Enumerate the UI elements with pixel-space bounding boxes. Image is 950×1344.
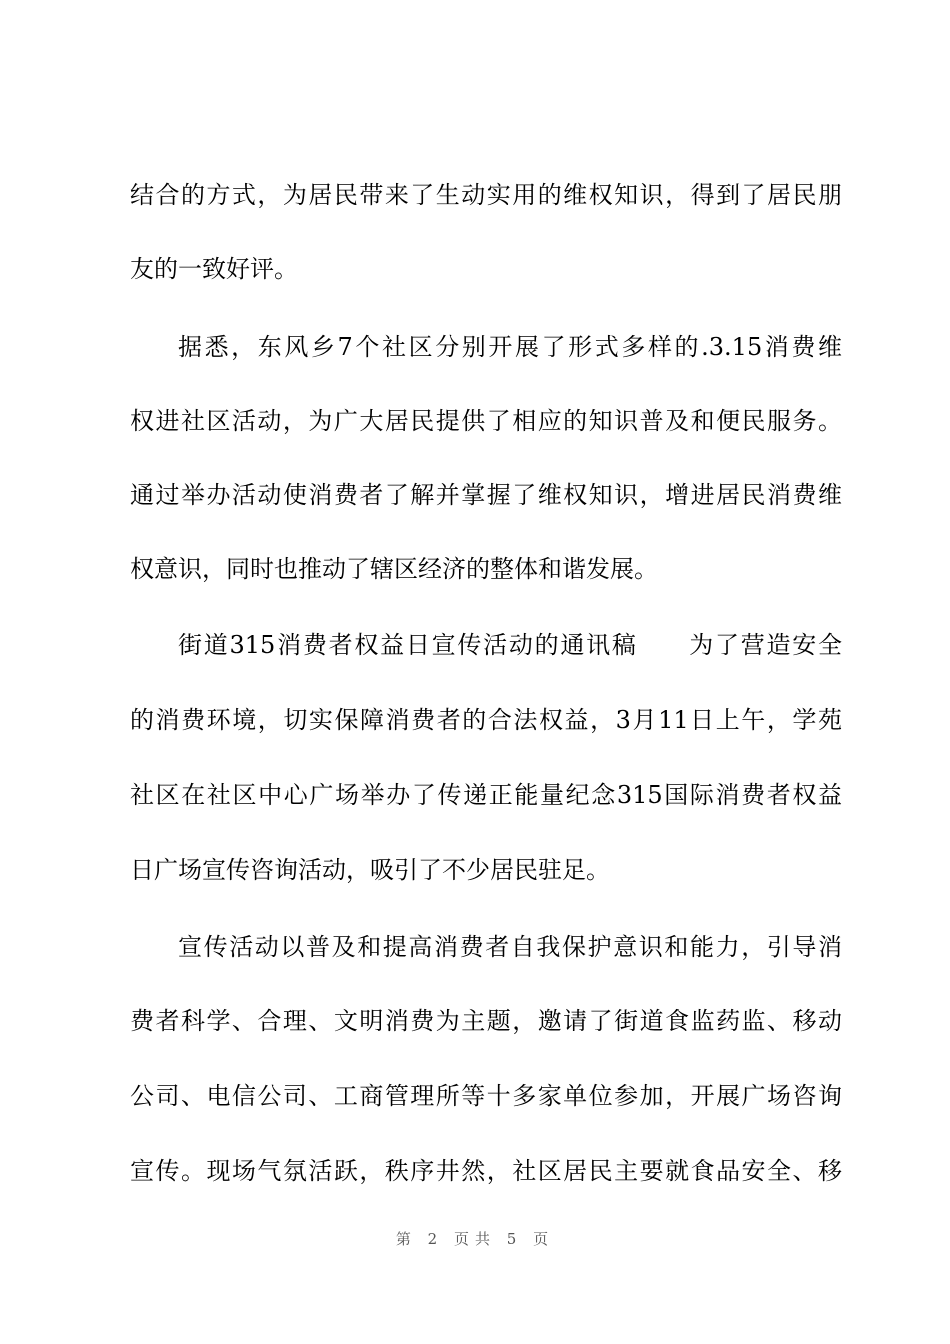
paragraph-line: 公司、电信公司、工商管理所等十多家单位参加，开展广场咨询 — [130, 1082, 842, 1110]
paragraph-line: 友的一致好评。 — [130, 255, 298, 283]
paragraph-line: 宣传活动以普及和提高消费者自我保护意识和能力，引导消 — [178, 933, 842, 961]
paragraph-line: 费者科学、合理、文明消费为主题，邀请了街道食监药监、移动 — [130, 1007, 842, 1035]
page-number-footer: 第 2 页共 5 页 — [395, 1230, 555, 1248]
paragraph-line: 宣传。现场气氛活跃，秩序井然，社区居民主要就食品安全、移 — [130, 1157, 842, 1185]
paragraph-line: 权意识，同时也推动了辖区经济的整体和谐发展。 — [130, 555, 658, 583]
paragraph-line: 街道315消费者权益日宣传活动的通讯稿 为了营造安全 — [178, 631, 842, 659]
paragraph-line: 的消费环境，切实保障消费者的合法权益，3月11日上午，学苑 — [130, 706, 842, 734]
paragraph-line: 结合的方式，为居民带来了生动实用的维权知识，得到了居民朋 — [130, 181, 842, 209]
paragraph-line: 权进社区活动，为广大居民提供了相应的知识普及和便民服务。 — [130, 407, 842, 435]
paragraph-line: 通过举办活动使消费者了解并掌握了维权知识，增进居民消费维 — [130, 481, 842, 509]
paragraph-line: 社区在社区中心广场举办了传递正能量纪念315国际消费者权益 — [130, 781, 842, 809]
paragraph-line: 日广场宣传咨询活动，吸引了不少居民驻足。 — [130, 856, 610, 884]
paragraph-line: 据悉，东风乡7个社区分别开展了形式多样的.3.15消费维 — [178, 333, 842, 361]
